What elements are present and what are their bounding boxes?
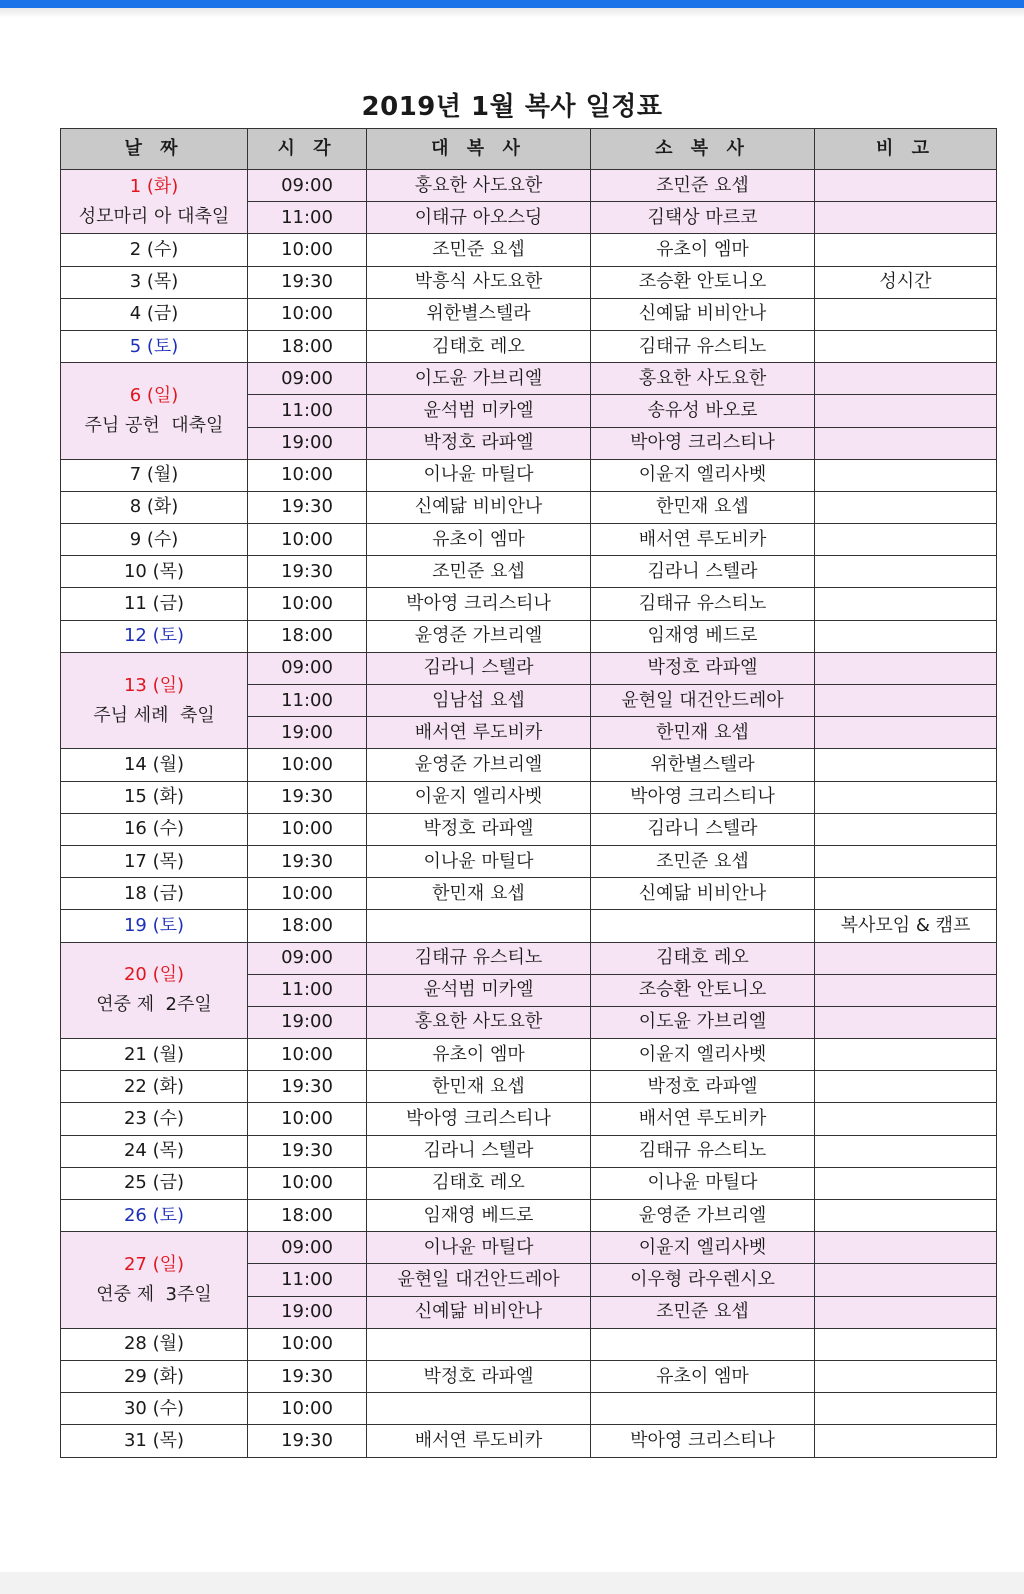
main-server-cell: 유초이 엠마 <box>367 524 591 556</box>
sub-server-cell: 유초이 엠마 <box>591 234 815 266</box>
time-cell: 19:00 <box>248 1296 367 1328</box>
time-cell: 19:30 <box>248 845 367 877</box>
sub-server-cell: 조승환 안토니오 <box>591 266 815 298</box>
main-server-cell: 신예닮 비비안나 <box>367 491 591 523</box>
main-server-cell: 홍요한 사도요한 <box>367 170 591 202</box>
date-cell <box>61 1360 248 1392</box>
remarks-cell <box>815 1425 997 1457</box>
main-server-cell: 조민준 요셉 <box>367 234 591 266</box>
remarks-cell <box>815 1264 997 1296</box>
remarks-cell <box>815 395 997 427</box>
sub-server-cell: 김라니 스텔라 <box>591 813 815 845</box>
main-server-cell: 조민준 요셉 <box>367 556 591 588</box>
remarks-cell <box>815 1006 997 1038</box>
feast-name: 연중 제 2주일 <box>96 994 212 1016</box>
remarks-cell <box>815 234 997 266</box>
date-label: 12 (토) <box>123 625 185 647</box>
remarks-cell <box>815 1103 997 1135</box>
remarks-cell <box>815 1200 997 1232</box>
main-server-cell: 김태호 레오 <box>367 330 591 362</box>
table-row <box>61 1103 997 1135</box>
date-label: 4 (금) <box>129 303 179 325</box>
date-cell <box>61 652 248 749</box>
date-cell <box>61 781 248 813</box>
sub-server-cell: 한민재 요셉 <box>591 717 815 749</box>
time-cell: 18:00 <box>248 330 367 362</box>
table-header-row <box>61 129 997 170</box>
remarks-cell <box>815 330 997 362</box>
sub-server-cell: 이나윤 마틸다 <box>591 1167 815 1199</box>
remarks-cell <box>815 781 997 813</box>
time-cell: 10:00 <box>248 1167 367 1199</box>
sub-server-cell: 조민준 요셉 <box>591 845 815 877</box>
main-server-cell: 박정호 라파엘 <box>367 813 591 845</box>
date-label: 10 (목) <box>123 560 185 582</box>
date-cell <box>61 556 248 588</box>
main-server-cell: 박흥식 사도요한 <box>367 266 591 298</box>
header-date: 날 짜 <box>61 129 248 170</box>
sub-server-cell: 한민재 요셉 <box>591 491 815 523</box>
time-cell: 19:00 <box>248 717 367 749</box>
date-cell <box>61 1328 248 1360</box>
table-row <box>61 781 997 813</box>
sub-server-cell: 송유성 바오로 <box>591 395 815 427</box>
main-server-cell: 윤현일 대건안드레아 <box>367 1264 591 1296</box>
sub-server-cell: 이도윤 가브리엘 <box>591 1006 815 1038</box>
table-row <box>61 1167 997 1199</box>
sub-server-cell: 신예닮 비비안나 <box>591 878 815 910</box>
sub-server-cell: 박정호 라파엘 <box>591 1071 815 1103</box>
date-label: 3 (목) <box>129 271 179 293</box>
time-cell: 10:00 <box>248 524 367 556</box>
main-server-cell: 김태호 레오 <box>367 1167 591 1199</box>
date-cell <box>61 524 248 556</box>
table-row <box>61 170 997 202</box>
date-cell <box>61 491 248 523</box>
table-row <box>61 1232 997 1264</box>
time-cell: 18:00 <box>248 910 367 942</box>
main-server-cell: 윤석범 미카엘 <box>367 395 591 427</box>
time-cell: 18:00 <box>248 620 367 652</box>
sub-server-cell: 김태규 유스티노 <box>591 1135 815 1167</box>
time-cell: 19:30 <box>248 556 367 588</box>
feast-name: 주님 공헌 대축일 <box>84 414 224 436</box>
table-row <box>61 749 997 781</box>
remarks-cell <box>815 556 997 588</box>
sub-server-cell: 김태규 유스티노 <box>591 330 815 362</box>
main-server-cell: 윤석범 미카엘 <box>367 974 591 1006</box>
table-row <box>61 1135 997 1167</box>
date-label: 15 (화) <box>123 786 185 808</box>
remarks-cell <box>815 749 997 781</box>
feast-name: 성모마리 아 대축일 <box>78 205 230 227</box>
date-label: 14 (월) <box>123 753 185 775</box>
time-cell: 09:00 <box>248 1232 367 1264</box>
date-label: 26 (토) <box>123 1204 185 1226</box>
table-row <box>61 1039 997 1071</box>
time-cell: 18:00 <box>248 1200 367 1232</box>
table-row <box>61 524 997 556</box>
time-cell: 09:00 <box>248 170 367 202</box>
remarks-cell <box>815 1135 997 1167</box>
time-cell: 11:00 <box>248 395 367 427</box>
sub-server-cell: 윤영준 가브리엘 <box>591 1200 815 1232</box>
date-cell <box>61 1200 248 1232</box>
time-cell: 19:30 <box>248 1425 367 1457</box>
remarks-cell <box>815 974 997 1006</box>
table-row <box>61 878 997 910</box>
main-server-cell: 윤영준 가브리엘 <box>367 749 591 781</box>
remarks-cell <box>815 878 997 910</box>
main-server-cell: 김라니 스텔라 <box>367 652 591 684</box>
top-bar-shadow <box>0 8 1024 18</box>
date-cell <box>61 1103 248 1135</box>
date-cell <box>61 1232 248 1329</box>
time-cell: 19:30 <box>248 266 367 298</box>
header-remarks: 비 고 <box>815 129 997 170</box>
date-cell <box>61 266 248 298</box>
date-cell <box>61 588 248 620</box>
sub-server-cell: 김태규 유스티노 <box>591 588 815 620</box>
time-cell: 10:00 <box>248 813 367 845</box>
remarks-cell <box>815 620 997 652</box>
main-server-cell: 박정호 라파엘 <box>367 1360 591 1392</box>
remarks-cell <box>815 1328 997 1360</box>
table-row <box>61 620 997 652</box>
date-cell <box>61 234 248 266</box>
page-title: 2019년 1월 복사 일정표 <box>361 92 663 122</box>
table-row <box>61 1328 997 1360</box>
table-row <box>61 459 997 491</box>
date-cell <box>61 845 248 877</box>
remarks-cell <box>815 813 997 845</box>
sub-server-cell: 이윤지 엘리사벳 <box>591 1039 815 1071</box>
date-label: 31 (목) <box>123 1429 185 1451</box>
date-cell <box>61 1425 248 1457</box>
main-server-cell: 신예닮 비비안나 <box>367 1296 591 1328</box>
remarks-cell <box>815 1360 997 1392</box>
time-cell: 09:00 <box>248 942 367 974</box>
time-cell: 11:00 <box>248 1264 367 1296</box>
table-row <box>61 652 997 684</box>
date-label: 28 (월) <box>123 1333 185 1355</box>
sub-server-cell: 이우형 라우렌시오 <box>591 1264 815 1296</box>
date-cell <box>61 1393 248 1425</box>
date-cell <box>61 878 248 910</box>
date-label: 8 (화) <box>129 496 179 518</box>
sub-server-cell: 조승환 안토니오 <box>591 974 815 1006</box>
remarks-cell <box>815 942 997 974</box>
table-row <box>61 298 997 330</box>
sub-server-cell: 박정호 라파엘 <box>591 652 815 684</box>
remarks-cell <box>815 202 997 234</box>
feast-name: 주님 세례 축일 <box>93 704 215 726</box>
main-server-cell: 위한별스텔라 <box>367 298 591 330</box>
date-cell <box>61 813 248 845</box>
table-row <box>61 942 997 974</box>
time-cell: 10:00 <box>248 749 367 781</box>
table-row <box>61 910 997 942</box>
date-label: 6 (일) <box>129 384 179 406</box>
main-server-cell: 박아영 크리스티나 <box>367 1103 591 1135</box>
time-cell: 19:00 <box>248 1006 367 1038</box>
remarks-cell <box>815 685 997 717</box>
table-row <box>61 234 997 266</box>
time-cell: 11:00 <box>248 974 367 1006</box>
time-cell: 19:30 <box>248 1071 367 1103</box>
date-cell <box>61 749 248 781</box>
date-label: 24 (목) <box>123 1140 185 1162</box>
sub-server-cell: 위한별스텔라 <box>591 749 815 781</box>
date-cell <box>61 170 248 234</box>
time-cell: 10:00 <box>248 298 367 330</box>
table-row <box>61 363 997 395</box>
time-cell: 10:00 <box>248 1039 367 1071</box>
sub-server-cell: 이윤지 엘리사벳 <box>591 1232 815 1264</box>
time-cell: 19:30 <box>248 781 367 813</box>
date-label: 1 (화) <box>129 175 179 197</box>
date-label: 29 (화) <box>123 1365 185 1387</box>
sub-server-cell: 박아영 크리스티나 <box>591 781 815 813</box>
sub-server-cell: 윤현일 대건안드레아 <box>591 685 815 717</box>
remarks-cell <box>815 524 997 556</box>
main-server-cell <box>367 1328 591 1360</box>
sub-server-cell: 조민준 요셉 <box>591 170 815 202</box>
main-server-cell: 배서연 루도비카 <box>367 1425 591 1457</box>
date-cell <box>61 1071 248 1103</box>
time-cell: 10:00 <box>248 234 367 266</box>
sub-server-cell: 이윤지 엘리사벳 <box>591 459 815 491</box>
date-cell <box>61 459 248 491</box>
remarks-cell <box>815 717 997 749</box>
remarks-cell <box>815 363 997 395</box>
main-server-cell: 홍요한 사도요한 <box>367 1006 591 1038</box>
date-label: 21 (월) <box>123 1043 185 1065</box>
schedule-table <box>60 128 997 1458</box>
time-cell: 19:30 <box>248 1135 367 1167</box>
sub-server-cell: 신예닮 비비안나 <box>591 298 815 330</box>
date-cell <box>61 1167 248 1199</box>
time-cell: 10:00 <box>248 459 367 491</box>
remarks-cell: 복사모임 & 캠프 <box>815 910 997 942</box>
schedule-body <box>61 170 997 1458</box>
time-cell: 09:00 <box>248 363 367 395</box>
sub-server-cell: 임재영 베드로 <box>591 620 815 652</box>
remarks-cell <box>815 845 997 877</box>
main-server-cell: 이나윤 마틸다 <box>367 845 591 877</box>
table-row <box>61 1200 997 1232</box>
remarks-cell <box>815 298 997 330</box>
remarks-cell <box>815 491 997 523</box>
main-server-cell: 윤영준 가브리엘 <box>367 620 591 652</box>
time-cell: 19:00 <box>248 427 367 459</box>
sub-server-cell: 유초이 엠마 <box>591 1360 815 1392</box>
sub-server-cell: 홍요한 사도요한 <box>591 363 815 395</box>
table-row <box>61 556 997 588</box>
sub-server-cell: 김라니 스텔라 <box>591 556 815 588</box>
remarks-cell <box>815 459 997 491</box>
remarks-cell <box>815 1167 997 1199</box>
sub-server-cell <box>591 1328 815 1360</box>
date-label: 27 (일) <box>123 1253 185 1275</box>
feast-name: 연중 제 3주일 <box>96 1283 212 1305</box>
time-cell: 10:00 <box>248 878 367 910</box>
top-status-bar <box>0 0 1024 8</box>
remarks-cell <box>815 1296 997 1328</box>
date-cell <box>61 942 248 1039</box>
table-row <box>61 1425 997 1457</box>
main-server-cell: 박정호 라파엘 <box>367 427 591 459</box>
remarks-cell <box>815 1393 997 1425</box>
date-label: 25 (금) <box>123 1172 185 1194</box>
remarks-cell <box>815 588 997 620</box>
date-cell <box>61 620 248 652</box>
date-label: 23 (수) <box>123 1108 185 1130</box>
time-cell: 10:00 <box>248 1103 367 1135</box>
header-sub-server: 소 복 사 <box>591 129 815 170</box>
date-label: 18 (금) <box>123 882 185 904</box>
table-row <box>61 266 997 298</box>
date-label: 11 (금) <box>123 593 185 615</box>
sub-server-cell: 박아영 크리스티나 <box>591 427 815 459</box>
header-main-server: 대 복 사 <box>367 129 591 170</box>
header-time: 시 각 <box>248 129 367 170</box>
bottom-bar <box>0 1572 1024 1594</box>
date-cell <box>61 1039 248 1071</box>
main-server-cell: 박아영 크리스티나 <box>367 588 591 620</box>
time-cell: 09:00 <box>248 652 367 684</box>
sub-server-cell: 조민준 요셉 <box>591 1296 815 1328</box>
sub-server-cell: 배서연 루도비카 <box>591 1103 815 1135</box>
remarks-cell: 성시간 <box>815 266 997 298</box>
time-cell: 10:00 <box>248 1328 367 1360</box>
date-label: 30 (수) <box>123 1397 185 1419</box>
remarks-cell <box>815 170 997 202</box>
sub-server-cell: 김태호 레오 <box>591 942 815 974</box>
date-label: 2 (수) <box>129 238 179 260</box>
table-row <box>61 845 997 877</box>
main-server-cell: 임남섭 요셉 <box>367 685 591 717</box>
date-label: 17 (목) <box>123 850 185 872</box>
remarks-cell <box>815 1071 997 1103</box>
sub-server-cell <box>591 910 815 942</box>
date-label: 16 (수) <box>123 818 185 840</box>
remarks-cell <box>815 1039 997 1071</box>
table-row <box>61 813 997 845</box>
sub-server-cell: 김택상 마르코 <box>591 202 815 234</box>
date-label: 20 (일) <box>123 964 185 986</box>
main-server-cell: 이태규 아오스딩 <box>367 202 591 234</box>
table-row <box>61 491 997 523</box>
main-server-cell: 한민재 요셉 <box>367 878 591 910</box>
date-cell <box>61 1135 248 1167</box>
main-server-cell: 이나윤 마틸다 <box>367 1232 591 1264</box>
date-label: 5 (토) <box>129 335 179 357</box>
main-server-cell: 한민재 요셉 <box>367 1071 591 1103</box>
remarks-cell <box>815 1232 997 1264</box>
sub-server-cell <box>591 1393 815 1425</box>
remarks-cell <box>815 652 997 684</box>
main-server-cell: 김라니 스텔라 <box>367 1135 591 1167</box>
main-server-cell <box>367 910 591 942</box>
main-server-cell: 이도윤 가브리엘 <box>367 363 591 395</box>
time-cell: 19:30 <box>248 491 367 523</box>
main-server-cell: 이윤지 엘리사벳 <box>367 781 591 813</box>
time-cell: 10:00 <box>248 1393 367 1425</box>
time-cell: 11:00 <box>248 202 367 234</box>
main-server-cell: 이나윤 마틸다 <box>367 459 591 491</box>
table-row <box>61 1071 997 1103</box>
main-server-cell: 배서연 루도비카 <box>367 717 591 749</box>
main-server-cell: 김태규 유스티노 <box>367 942 591 974</box>
main-server-cell: 유초이 엠마 <box>367 1039 591 1071</box>
main-server-cell <box>367 1393 591 1425</box>
date-cell <box>61 363 248 460</box>
sub-server-cell: 박아영 크리스티나 <box>591 1425 815 1457</box>
date-cell <box>61 910 248 942</box>
time-cell: 19:30 <box>248 1360 367 1392</box>
table-row <box>61 1360 997 1392</box>
date-label: 9 (수) <box>129 528 179 550</box>
sub-server-cell: 배서연 루도비카 <box>591 524 815 556</box>
remarks-cell <box>815 427 997 459</box>
date-cell <box>61 330 248 362</box>
date-cell <box>61 298 248 330</box>
table-row <box>61 330 997 362</box>
date-label: 7 (월) <box>129 464 179 486</box>
date-label: 13 (일) <box>123 674 185 696</box>
date-label: 19 (토) <box>123 914 185 936</box>
main-server-cell: 임재영 베드로 <box>367 1200 591 1232</box>
date-label: 22 (화) <box>123 1075 185 1097</box>
table-row <box>61 588 997 620</box>
time-cell: 10:00 <box>248 588 367 620</box>
table-row <box>61 1393 997 1425</box>
time-cell: 11:00 <box>248 685 367 717</box>
